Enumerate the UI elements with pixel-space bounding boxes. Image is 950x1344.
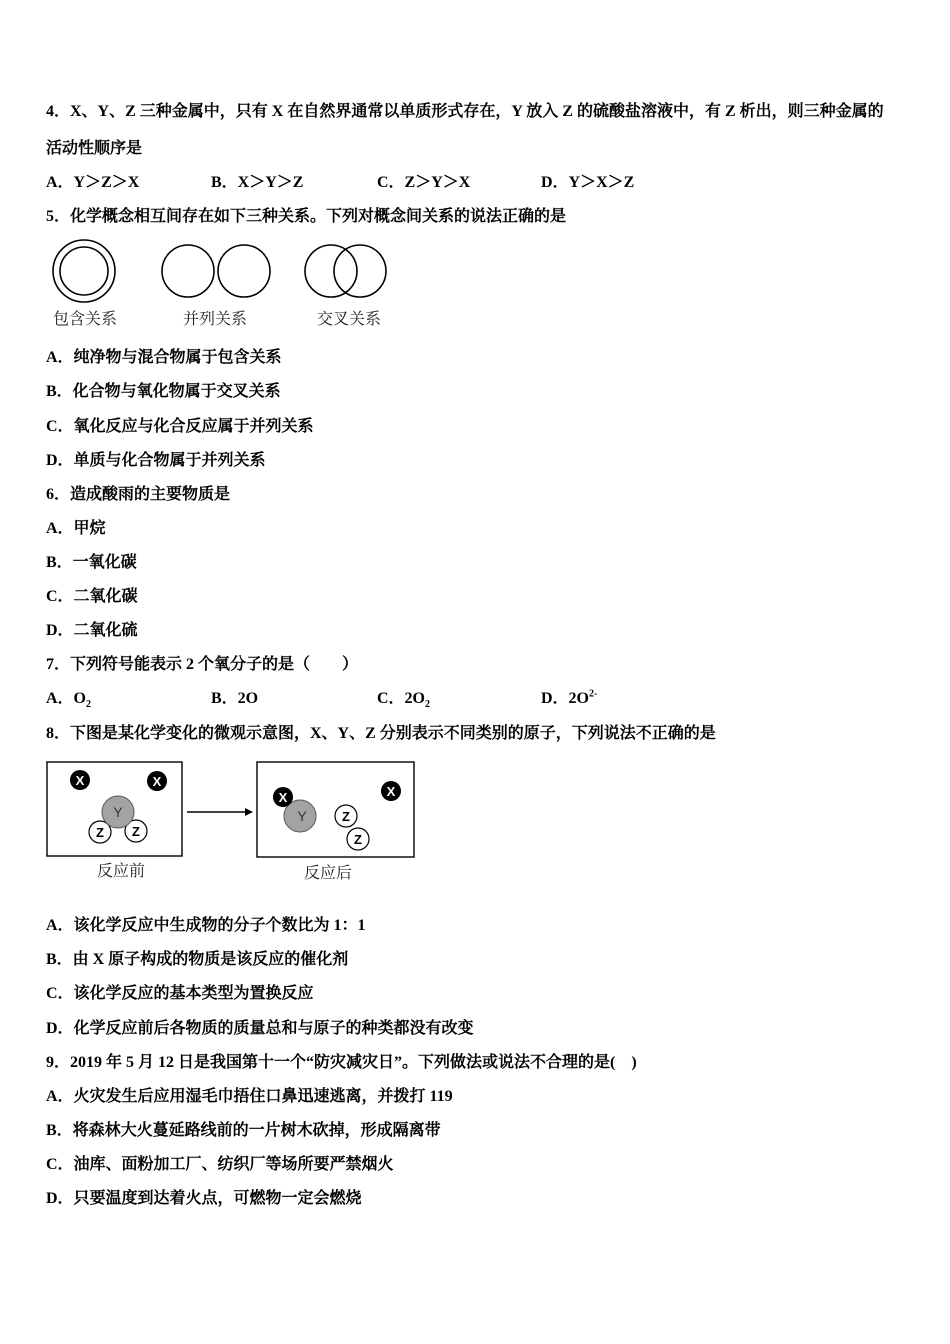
intersection-right-circle [334,245,386,297]
q5-option-c: C．氧化反应与化合反应属于并列关系 [46,418,314,435]
q5-option-b: B．化合物与氧化物属于交叉关系 [46,383,281,400]
before-reaction-label: 反应前 [96,861,146,880]
q5-option-a: A．纯净物与混合物属于包含关系 [46,349,282,366]
q4-stem-line-1: 4．X、Y、Z 三种金属中，只有 X 在自然界通常以单质形式存在，Y 放入 Z 的硫酸盐溶液中，有 Z 析出，则三种金属的 [46,103,884,120]
q6-option-d: D．二氧化硫 [46,622,138,639]
atom-z-letter: Z [354,832,362,847]
q7-option-b-text: B．2O [211,690,259,707]
q7-option-c-subscript: 2 [425,699,431,711]
q4-option-b: B．X＞Y＞Z [211,174,304,191]
q7-option-d [541,689,597,709]
q7-option-b [211,689,258,709]
parallel-relation-label: 并列关系 [182,309,248,328]
q5-option-d: D．单质与化合物属于并列关系 [46,452,266,469]
atom-x-letter: X [152,774,162,789]
q5-stem: 5．化学概念相互间存在如下三种关系。下列对概念间关系的说法正确的是 [46,208,567,225]
q9-option-b: B．将森林大火蔓延路线前的一片树木砍掉，形成隔离带 [46,1122,441,1139]
atom-z-letter: Z [342,809,350,824]
q7-option-c [377,689,430,709]
after-atom-x-free [381,781,401,801]
after-reaction-box [257,762,414,857]
inclusion-relation-label: 包含关系 [52,309,118,328]
intersection-left-circle [305,245,357,297]
q7-option-c-text: C．2O [377,690,426,707]
q8-option-d: D．化学反应前后各物质的质量总和与原子的种类都没有改变 [46,1020,474,1037]
atom-z-letter: Z [96,825,104,840]
parallel-left-circle [162,245,214,297]
after-atom-z-2 [347,828,369,850]
q8-option-a: A．该化学反应中生成物的分子个数比为 1：1 [46,917,366,934]
q7-option-a-text: A．O [46,690,87,707]
inclusion-relation-figure [53,240,115,302]
q6-option-c: C．二氧化碳 [46,588,138,605]
after-atom-z-1 [335,805,357,827]
q6-option-b: B．一氧化碳 [46,554,137,571]
q8-option-c: C．该化学反应的基本类型为置换反应 [46,985,314,1002]
q9-stem: 9．2019 年 5 月 12 日是我国第十一个“防灾减灾日”。下列做法或说法不合理的是( ) [46,1054,637,1071]
parallel-right-circle [218,245,270,297]
q4-option-c: C．Z＞Y＞X [377,174,471,191]
q7-option-a-subscript: 2 [86,699,92,711]
intersection-relation-figure [305,245,386,297]
q7-option-a [46,689,91,709]
q9-option-d: D．只要温度到达着火点，可燃物一定会燃烧 [46,1190,362,1207]
q4-option-d: D．Y＞X＞Z [541,174,635,191]
intersection-relation-label: 交叉关系 [316,309,382,328]
arrow-head [245,808,253,816]
atom-x-letter: X [75,773,85,788]
before-atom-x-1 [70,770,90,790]
q9-option-a: A．火灾发生后应用湿毛巾捂住口鼻迅速逃离，并拨打 119 [46,1088,453,1105]
atom-y-letter: Y [113,804,123,820]
q8-option-b: B．由 X 原子构成的物质是该反应的催化剂 [46,951,349,968]
atom-x-letter: X [386,784,396,799]
after-atom-x-bonded [273,787,293,807]
before-atom-y [102,796,134,828]
q7-option-d-superscript: 2- [589,688,598,700]
reaction-arrow [187,808,253,816]
concept-relations-diagram [40,232,400,337]
q7-stem: 7．下列符号能表示 2 个氧分子的是（ ） [46,656,359,673]
after-reaction-label: 反应后 [303,863,353,882]
reaction-microscopic-diagram [40,755,425,890]
q8-stem: 8．下图是某化学变化的微观示意图，X、Y、Z 分别表示不同类别的原子，下列说法不正确的是 [46,725,716,742]
parallel-relation-figure [162,245,270,297]
q6-stem: 6．造成酸雨的主要物质是 [46,486,231,503]
q7-option-d-text: D．2O [541,690,590,707]
q4-stem-line-2: 活动性顺序是 [46,140,143,157]
q6-option-a: A．甲烷 [46,520,106,537]
atom-x-letter: X [278,790,288,805]
q4-option-a: A．Y＞Z＞X [46,174,140,191]
q9-option-c: C．油库、面粉加工厂、纺织厂等场所要严禁烟火 [46,1156,394,1173]
inclusion-inner-circle [60,247,108,295]
atom-z-letter: Z [132,824,140,839]
before-atom-x-2 [147,771,167,791]
inclusion-outer-circle [53,240,115,302]
atom-y-letter: Y [297,808,307,824]
